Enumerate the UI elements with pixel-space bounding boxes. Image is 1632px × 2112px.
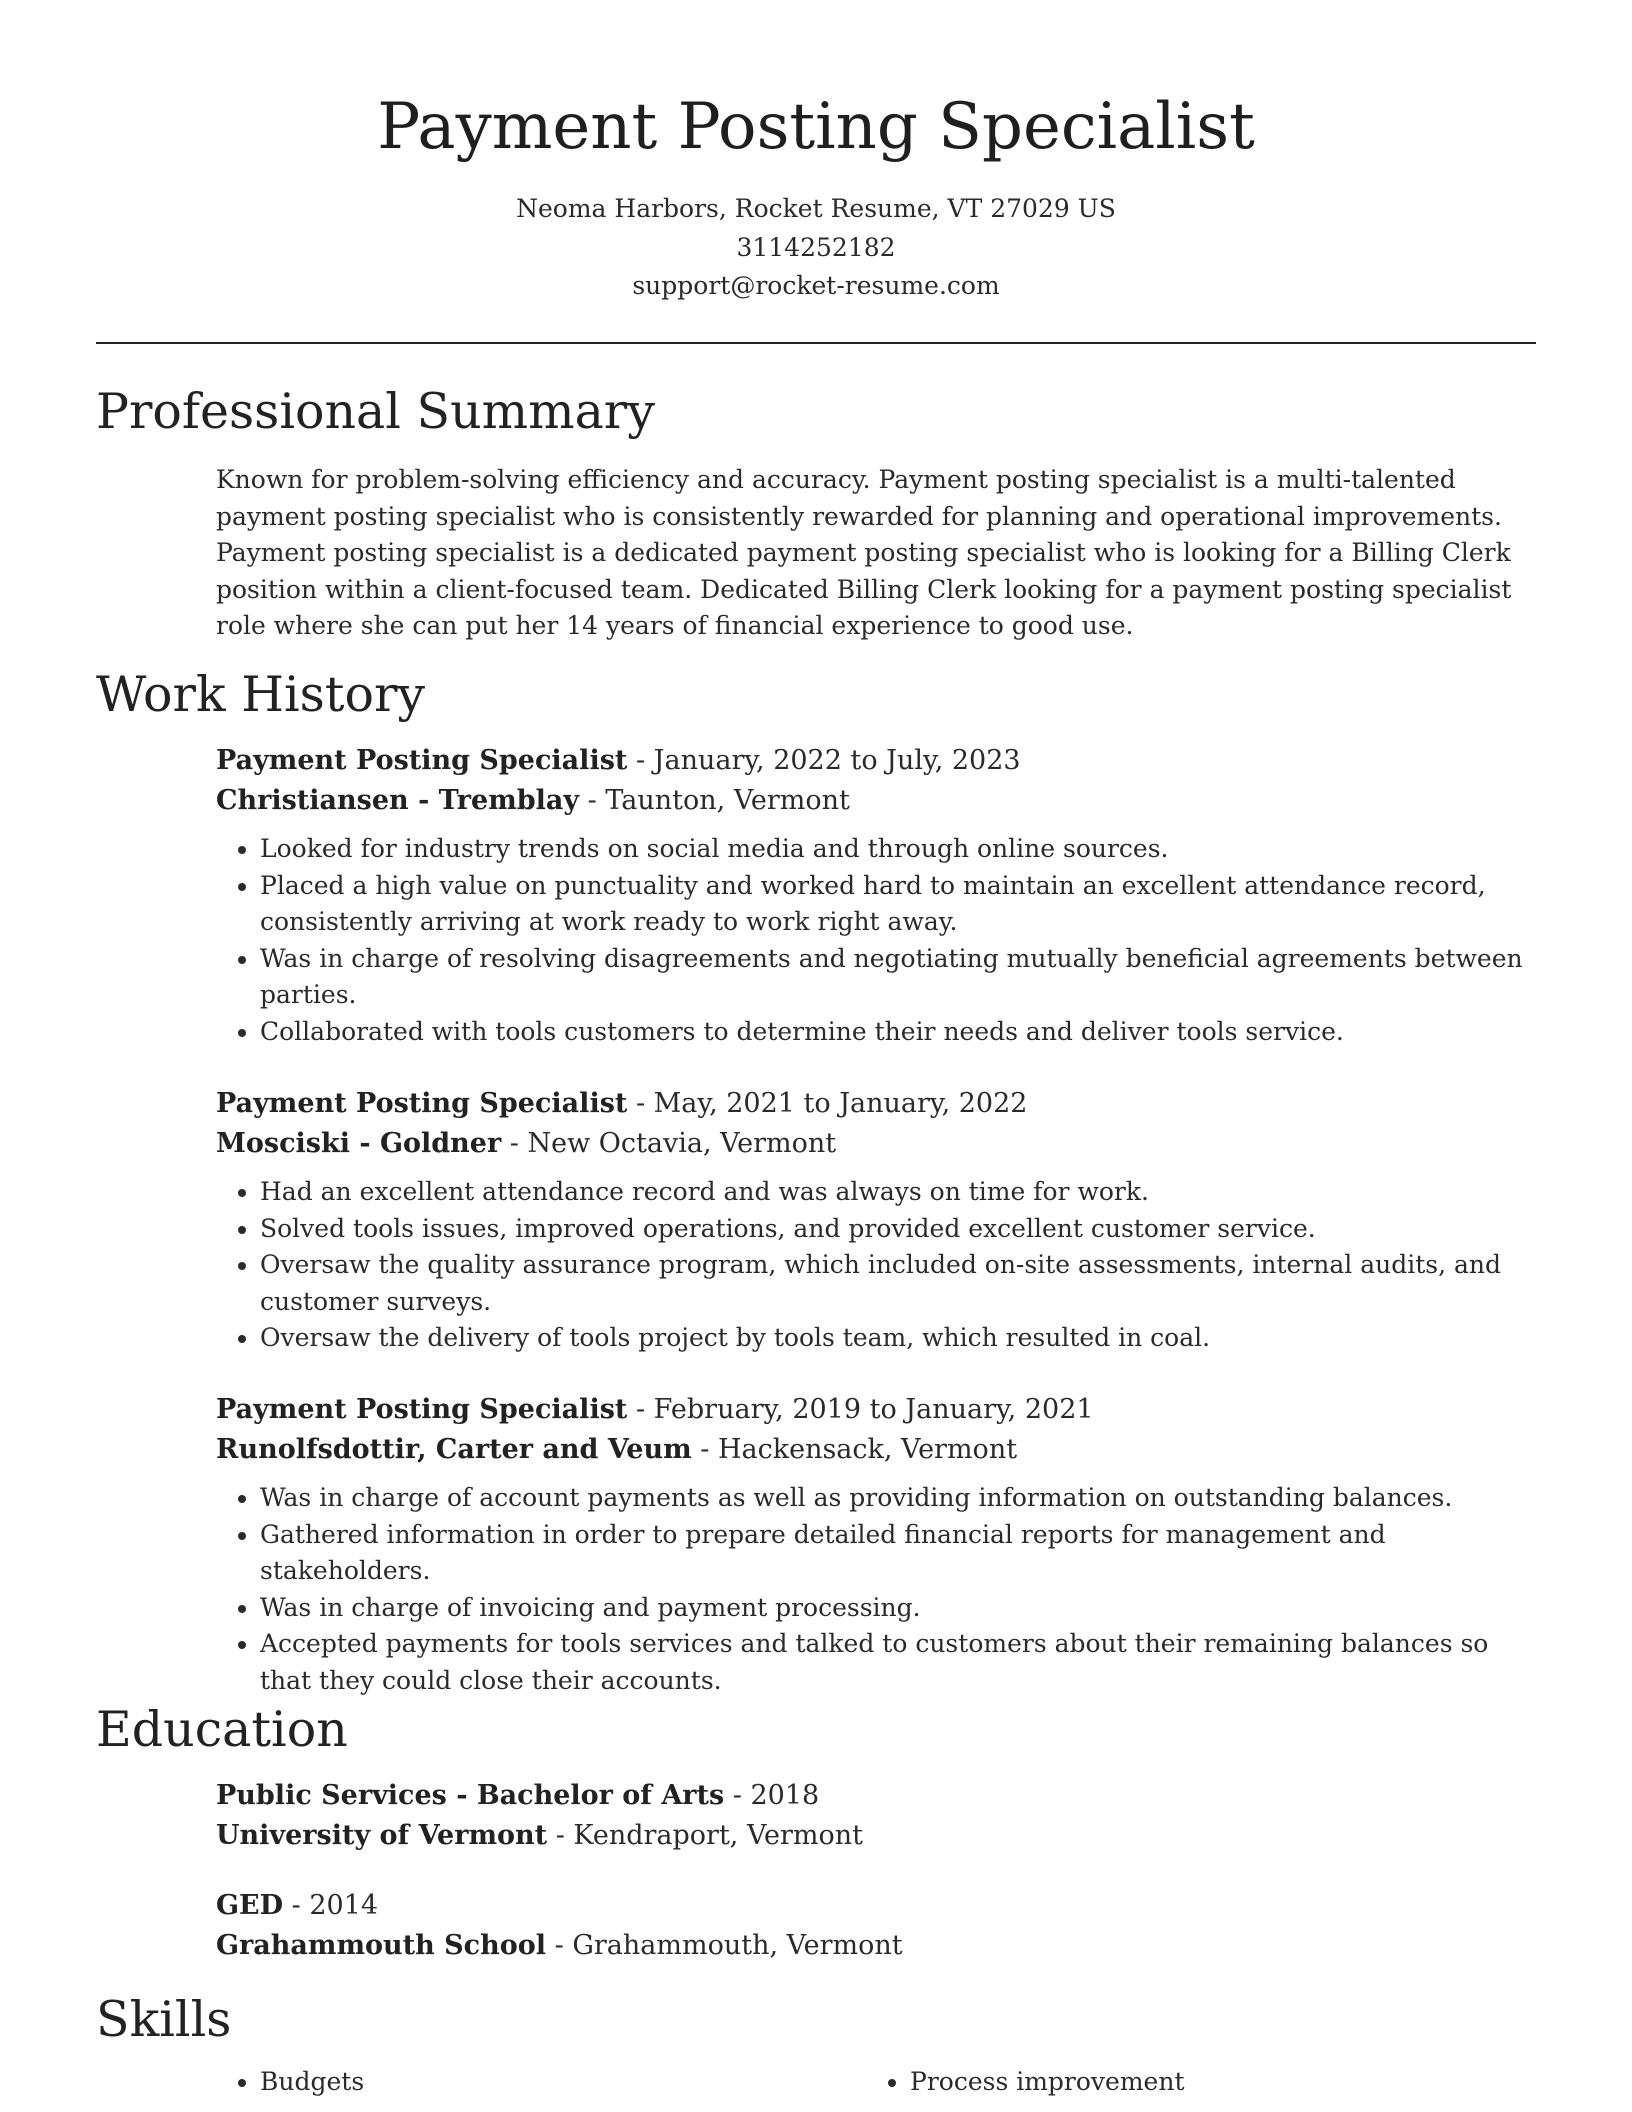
job-bullets: [216, 831, 1536, 1050]
education-degree-line: [216, 1886, 1536, 1926]
education-heading: Education: [96, 1701, 348, 1758]
education-school-line: [216, 1816, 1536, 1856]
job-bullet: • Was in charge of resolving disagreements and negotiating mutually beneficial agreements between parties.: [260, 941, 1536, 1014]
job-bullet: • Placed a high value on punctuality and worked hard to maintain an excellent attendance record, consistently arriving at work ready to work right away.: [260, 868, 1536, 941]
candidate-name: Payment Posting Specialist: [377, 90, 1255, 164]
education-degree: GED: [216, 1890, 284, 1921]
education-location: - Grahammouth, Vermont: [546, 1930, 903, 1961]
job-bullets: [216, 1174, 1536, 1357]
education-location: - Kendraport, Vermont: [547, 1820, 863, 1851]
skills-heading: Skills: [96, 1991, 232, 2048]
job-bullet: • Looked for industry trends on social media and through online sources.: [260, 831, 1536, 868]
job-entry: [216, 741, 1536, 1050]
education-school-line: [216, 1926, 1536, 1966]
contact-email: support@rocket-resume.com: [632, 271, 1000, 300]
job-location: - Taunton, Vermont: [579, 785, 850, 816]
job-company: Runolfsdottir, Carter and Veum: [216, 1434, 692, 1465]
header-divider: [96, 342, 1536, 344]
education-school: University of Vermont: [216, 1820, 548, 1851]
education-year: - 2018: [724, 1780, 820, 1811]
contact-address: Neoma Harbors, Rocket Resume, VT 27029 US: [516, 194, 1116, 223]
job-location: - New Octavia, Vermont: [501, 1128, 837, 1159]
summary-text: Known for problem-solving efficiency and accuracy. Payment posting specialist is a multi-talented payment posting specialist who is consistently rewarded for planning and operational improvements. Payment posting specialist is a dedicated payment posting specialist who is looking for a Billing Clerk position within a client-focused team. Dedicated Billing Clerk looking for a payment posting specialist role where she can put her 14 years of financial experience to good use.: [216, 465, 1512, 640]
job-company-line: [216, 1430, 1536, 1470]
job-location: - Hackensack, Vermont: [691, 1434, 1018, 1465]
education-school: Grahammouth School: [216, 1930, 547, 1961]
job-bullet: • Gathered information in order to prepare detailed financial reports for management and stakeholders.: [260, 1517, 1536, 1590]
education-degree: Public Services - Bachelor of Arts: [216, 1780, 725, 1811]
skill-item: • Process improvement: [910, 2064, 1560, 2100]
summary-heading: Professional Summary: [96, 383, 655, 440]
education-degree-line: [216, 1776, 1536, 1816]
contact-phone: 3114252182: [736, 233, 896, 262]
education-entry: [216, 1776, 1536, 1856]
job-title-line: [216, 741, 1536, 781]
job-dates: - May, 2021 to January, 2022: [627, 1088, 1028, 1119]
job-bullet: • Was in charge of invoicing and payment processing.: [260, 1590, 1536, 1627]
job-entry: [216, 1390, 1536, 1699]
job-dates: - January, 2022 to July, 2023: [627, 745, 1021, 776]
job-bullet: • Was in charge of account payments as well as providing information on outstanding balances.: [260, 1480, 1536, 1517]
job-bullet: • Accepted payments for tools services and talked to customers about their remaining balances so that they could close their accounts.: [260, 1626, 1536, 1699]
skills-list: [216, 2064, 1536, 2100]
job-bullet: • Solved tools issues, improved operations, and provided excellent customer service.: [260, 1211, 1536, 1248]
job-title-line: [216, 1390, 1536, 1430]
job-entry: [216, 1084, 1536, 1357]
work-history-heading: Work History: [96, 666, 426, 723]
job-title: Payment Posting Specialist: [216, 745, 628, 776]
job-title: Payment Posting Specialist: [216, 1394, 628, 1425]
job-company: Christiansen - Tremblay: [216, 785, 580, 816]
education-entry: [216, 1886, 1536, 1966]
job-company-line: [216, 781, 1536, 821]
job-bullet: • Collaborated with tools customers to determine their needs and deliver tools service.: [260, 1014, 1536, 1051]
skill-item: • Budgets: [260, 2064, 910, 2100]
job-bullet: • Had an excellent attendance record and was always on time for work.: [260, 1174, 1536, 1211]
job-company: Mosciski - Goldner: [216, 1128, 502, 1159]
job-bullet: • Oversaw the quality assurance program, which included on-site assessments, internal audits, and customer surveys.: [260, 1247, 1536, 1320]
job-title: Payment Posting Specialist: [216, 1088, 628, 1119]
job-company-line: [216, 1124, 1536, 1164]
job-title-line: [216, 1084, 1536, 1124]
job-bullet: • Oversaw the delivery of tools project by tools team, which resulted in coal.: [260, 1320, 1536, 1357]
education-year: - 2014: [283, 1890, 379, 1921]
job-dates: - February, 2019 to January, 2021: [627, 1394, 1094, 1425]
job-bullets: [216, 1480, 1536, 1699]
